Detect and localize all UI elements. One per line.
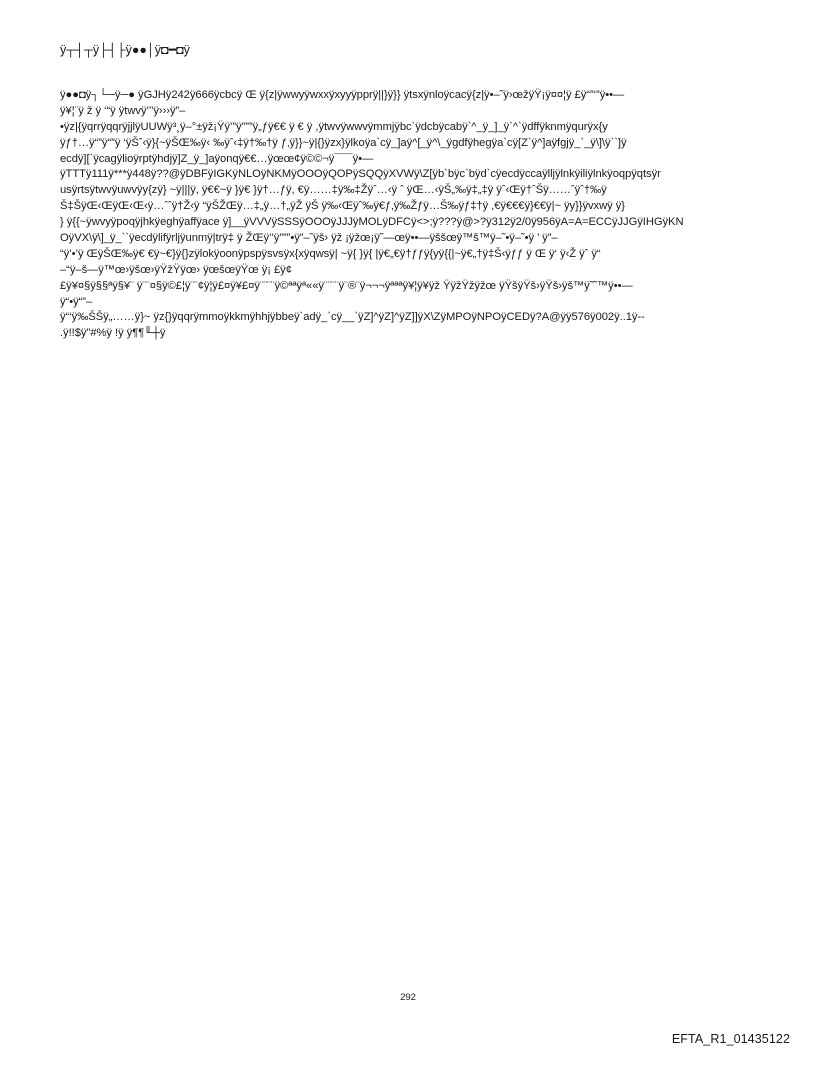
body-line: ÿTTTÿ111ÿ***ÿ448ÿ??@ÿDBFÿIGKÿNLOÿNKMÿOOOÿQOPÿSQQÿXVWÿ\Z[ÿb`bÿc`bÿd`cÿecdÿccaÿlljÿlnkÿiliÿlnkÿoqpÿqtsÿr (60, 168, 661, 181)
garbled-heading: ÿ┬┤┬ÿ├┤├ÿ●●│ÿ◘━◘ÿ (60, 43, 190, 57)
body-line: Š‡ŠÿŒ‹ŒÿŒ‹Œ‹ÿ…ˆˆÿ†Ž‹ÿ “ÿŠŽŒÿ…‡„ÿ…†„ÿŽ ÿŠ ÿ‰‹Œÿˆ‰ÿ€ƒ‚ÿ‰Žƒÿ…Š‰ÿƒ‡†ÿ ,€ÿ€€€ÿ}€€ÿ|~ ÿy}}ÿvxwÿ ÿ} (60, 200, 625, 213)
body-line: ÿ“‘ÿ‰ŠŠÿ„……ÿ}~ ÿz{}ÿqqrÿmmoÿkkmÿhhjÿbbeÿ`adÿ_`cÿ__`ÿZ]^ÿZ]^ÿZ]]ÿX\ZÿMPOÿNPOÿCEDÿ?A@ÿÿ576ÿ002ÿ..1ÿ-- (60, 311, 645, 324)
body-line: –“ÿ–š—ÿ™œ›ÿšœ›ÿŸžŸÿœ› ÿœšœÿŸœ ÿ¡ £ÿ¢ (60, 263, 292, 276)
body-line: ÿƒ†…ÿ“”ÿ“”ÿ ‘ÿŠˆ‹ÿ}{~ÿŠŒ‰ÿ‹ ‰ÿˆ‹‡ÿ†‰†ÿ ƒ‚ÿ}}~ÿ|{}ÿzx}ÿlkoÿa`cÿ_]aÿ^[_ÿ^\_ÿgdfÿhegÿa`cÿ[Z`ÿ^]aÿfgjÿ_`_ÿ\]\ÿ``]ÿ (60, 136, 627, 149)
body-line: ÿ●●◘ÿ┐└─ÿ─● ÿGJHÿ242ÿ666ÿcbcÿ Œ ÿ{z|ÿwwyÿwxxÿxyyÿpprÿ||}ÿ}} ÿtsxÿnloÿcacÿ{z|ÿ•–˜ÿ›œžÿŸ¡ÿ¤¤¦ÿ £ÿ“”‘”ÿ••— (60, 89, 625, 101)
body-line: £ÿ¥¤§ÿ§§ªÿ§¥¨ ÿ¨¨¤§ÿ©£¦ÿ¨¨¢ÿ¦ÿ£¤ÿ¥£¤ÿ¨¨¨¨ÿ©ªªÿª««ÿ¨¨¨¨ÿ¨®¨ÿ¬¬¬ÿªªªÿ¥¦ÿ¥ÿž ŸÿžŸžÿžœ ÿŸšÿŸš›ÿŸš›ÿš™ÿ˜˜™ÿ••— (60, 279, 633, 292)
body-line: usÿrtsÿtwvÿuwvÿy{zÿ} ~ÿ|||ÿ, ÿ€€~ÿ }ÿ€ }ÿ†…ƒÿ, €ÿ……‡ÿ‰‡Žÿˆ…‹ÿ ˆ ÿŒ…‹ÿŠ„‰ÿ‡„‡ÿ ÿˆ‹Œÿ†ˆŠÿ……ˆÿˆ†‰ÿ (60, 184, 607, 197)
garbled-body-text (60, 88, 760, 342)
body-line: OÿVX\ÿ\]_ÿ_``ÿecdÿlifÿrljÿunmÿ|trÿ‡ ÿ ŽŒÿ’’ÿ”””•ÿ”–˜ÿš› ÿž ¡ÿžœ¡ÿ˜—œÿ••—ÿššœÿ™š™ÿ–˜•ÿ–˜•ÿ ’ ÿ”– (60, 232, 558, 245)
body-line: ÿ“•ÿ“”– (60, 295, 93, 308)
body-line: } ÿ{{~ÿwvyÿpoqÿjhkÿeghÿaffÿace ÿ]__ÿVVVÿSSSÿOOOÿJJJÿMOLÿDFCÿ<>;ÿ???ÿ@>?ÿ312ÿ2/0ÿ956ÿA=A=ECCÿJJGÿIHGÿKN (60, 216, 684, 229)
body-line: “ÿ’•’ÿ ŒÿŠŒ‰ÿ€ €ÿ~€}ÿ{}zÿlokÿoonÿpspÿsvsÿx{xÿqwsÿ| ~ÿ{ }ÿ{ |ÿ€„€ÿ†ƒƒÿ{yÿ{{|~ÿ€„†ÿ‡Š‹ÿƒƒ ÿ Œ ÿ‘ ÿ‹Ž ÿˆ ÿ“ (60, 247, 601, 260)
body-line: ecdÿ][`ÿcagÿlioÿrptÿhdjÿ]Z_ÿ_]aÿonqÿ€€…ÿœœ¢ÿ©©¬ÿ¯¯¯ÿ•— (60, 152, 374, 165)
body-line: ÿ¥¦¨ÿ ž ÿ ‘“ÿ ÿtwvÿ’’’ÿ›››ÿ”– (60, 104, 186, 117)
page-number: 292 (400, 992, 416, 1003)
body-line: .ÿ!!$ÿ"#%ÿ !ÿ ÿ¶¶╙┼ÿ (60, 327, 166, 340)
document-id: EFTA_R1_01435122 (671, 1032, 790, 1046)
body-line: •ÿz|{ÿqrrÿqqrÿjjlÿUUWÿ³¸ÿ–°±ÿž¡Ÿÿ’”ÿ”””ÿ„ƒÿ€€ ÿ € ÿ ,ÿtwvÿwwvÿmmjÿbc`ÿdcbÿcabÿ`^_ÿ_]_ÿ`^`ÿdffÿknmÿqurÿx{y (60, 120, 608, 133)
